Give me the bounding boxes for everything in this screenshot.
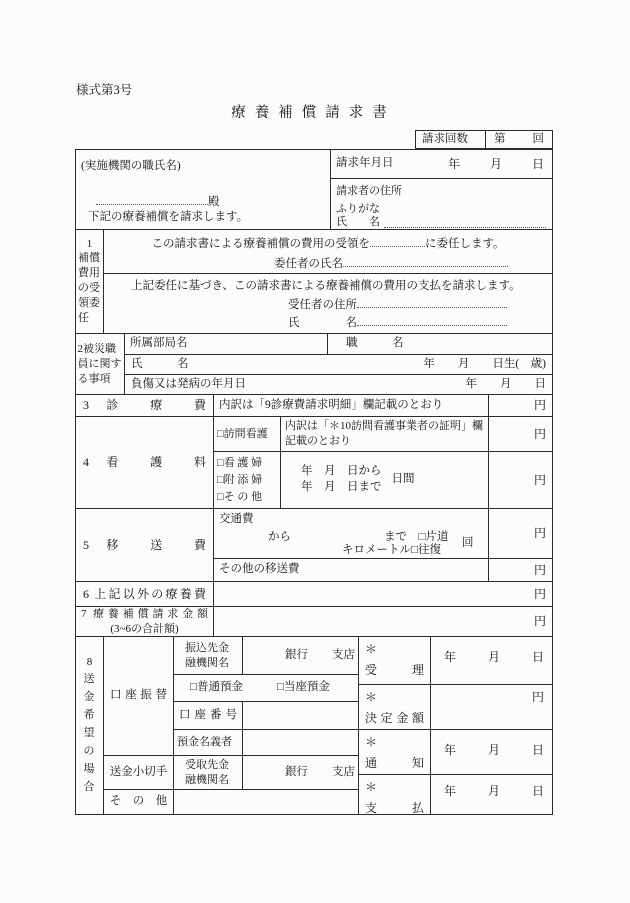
transfer-method-cell [104,637,174,756]
receiver-bank-label: 受取先金融機関名 [185,758,229,786]
office-received-label: 受 理 [365,663,424,678]
checkbox-other-care: □そ の 他 [217,490,263,503]
claim-count-suffix: 回 [532,132,544,145]
claim-date-cell [331,150,553,179]
day-label: 日 [531,650,544,664]
receiver-bank-branch-cell [243,756,359,790]
holder-value-cell [243,730,359,756]
sec5-label: 5 移 送 費 [83,537,206,552]
checkbox-ordinary-deposit: □普通預金 [190,681,243,694]
agency-label: (実施機関の職氏名) [81,160,181,172]
sec2-label-cell [76,334,125,395]
sec5-other-amount-cell: 円 [489,559,553,582]
sec1-trustee-addr-blank [357,296,507,308]
office-notified-label: 通 知 [365,756,424,771]
year-label: 年 [448,156,461,171]
month-label: 月 [487,743,500,757]
sec1-request-line: 上記委任に基づき、この請求書による療養補償の費用の支払を請求します。 [131,280,521,292]
claim-count-prefix: 第 [494,132,506,145]
sec4-care-amount-cell: 円 [489,452,553,509]
office-paid-ymd [444,783,544,799]
bank-name-label-cell [174,637,243,675]
transport-to-oneway-label: まで □片道 [384,531,449,543]
sec4-label: 4 看 護 料 [83,455,206,470]
sec6-amount-cell: 円 [214,582,553,607]
claimant-name-line [336,215,546,229]
sec1-delegator-line [274,255,552,273]
other-method-value-cell [174,790,359,815]
transport-fee-label: 交通費 [219,513,254,525]
office-received-cell [359,637,431,685]
injury-date-ymd: 年 月 日 [465,377,546,390]
sec7-amount-cell: 円 [214,607,553,637]
check-method-cell: 送金小切手 [104,756,174,790]
office-received-star: ＊ [365,642,378,656]
claimant-name-label: 氏 名 [336,216,380,228]
form-table [75,149,553,815]
sec6-label-cell [76,582,214,607]
injury-date-cell [125,375,553,395]
month-label: 月 [487,784,500,798]
sec1-delegator-blank [343,255,508,267]
office-decided-label: 決 定 金 額 [365,711,424,726]
claimant-address-label: 請求者の住所 [336,185,402,197]
sec1-trustee-addr-line [288,296,552,314]
account-transfer-label: 口 座 振 替 [110,689,167,702]
office-decided-amount-cell: 円 [431,685,553,730]
claimant-furigana-label: ふりがな [336,203,380,215]
request-sentence: 下記の療養補償を請求します。 [88,211,249,223]
sec5-other-cell: その他の移送費 [214,559,489,582]
office-notified-cell [359,730,431,775]
account-number-label: 口 座 番 号 [179,708,237,721]
addressee-dono: 殿 [208,196,220,208]
department-cell: 所属部局名 [125,334,328,355]
sec1-delegation-line [104,235,552,253]
form-number: 様式第3号 [76,83,133,97]
employee-birth-label: 年 月 日生( 歳) [423,357,546,370]
claim-count-box [415,130,553,150]
sec3-detail-cell: 内訳は「9診療費請求明細」欄記載のとおり [214,395,489,417]
sec8-label: 送金希望の場合 [83,672,95,793]
addressee-line [96,193,220,211]
office-paid-label: 支 払 [365,801,424,815]
office-received-ymd [444,649,544,665]
claim-count-value [486,131,553,149]
claimant-name-blank [384,216,546,228]
office-notified-ymd [444,742,544,758]
sec4-label-cell [76,417,214,509]
sec6-label: 6 上記以外の療養費 [83,586,206,601]
sec4-attendant-checkboxes [214,452,281,509]
injury-date-label: 負傷又は発病の年月日 [131,377,246,390]
checkbox-visit-nursing: □訪問看護 [214,417,281,452]
checkbox-checking-deposit: □当座預金 [276,681,330,694]
claim-date-ymd [448,156,544,172]
claimant-info-cell [331,179,553,230]
transport-times-label: 回 [462,537,474,549]
claim-count-label: 請求回数 [416,131,486,149]
sec1-delegatee-blank [370,235,425,247]
sec3-amount-cell: 円 [489,395,553,417]
sec7-label-cell [76,607,214,637]
sec1-trustee-name-line [288,314,552,332]
sec3-label: 3 診 療 費 [83,398,206,413]
checkbox-attendant: □附 添 婦 [217,473,263,486]
holder-label-cell: 預金名義者 [174,730,243,756]
sec2-label: 2被災職員に関する事項 [77,342,122,385]
branch-label: 支店 [332,648,355,661]
sec1-label-cell [76,230,104,334]
sec4-period-from: 年 月 日から [301,465,382,478]
year-label: 年 [444,650,457,664]
receiver-branch-label: 支店 [332,765,355,778]
office-notified-date-cell [431,730,553,775]
addressee-blank-line [96,193,208,205]
office-notified-star: ＊ [365,735,378,749]
office-paid-cell [359,775,431,815]
position-cell: 職 名 [328,334,553,355]
sec4-period-lines [301,464,382,495]
sec5-transport-cell [214,509,489,559]
sec1-number: 1 [86,237,93,250]
receiver-bank-label-cell [174,756,243,790]
office-decided-cell [359,685,431,730]
bank-branch-cell [243,637,359,675]
sec4-days-label: 日間 [391,473,415,486]
office-received-date-cell [431,637,553,685]
sec1-label: 補償費用の受領委任 [78,252,100,325]
month-label: 月 [489,156,502,171]
transport-from-label: から [268,531,291,543]
sec1-delegator-label: 委任者の氏名 [274,257,343,270]
sec7-label-line2: (3~6の合計額) [110,622,179,635]
bank-name-label: 振込先金融機関名 [185,641,229,669]
employee-name-cell [125,355,553,375]
month-label: 月 [487,650,500,664]
sec5-transport-amount-cell: 円 [489,509,553,559]
office-paid-date-cell [431,775,553,815]
sec4-period-to: 年 月 日まで [301,481,382,493]
day-label: 日 [531,784,544,798]
sec1-delegation-cell [104,230,553,274]
receiver-bank-name-label: 銀行 [285,765,308,778]
checkbox-nurse: □看 護 婦 [217,456,263,469]
other-method-cell: そ の 他 [104,790,174,815]
account-number-value-cell [243,702,359,730]
office-decided-star: ＊ [365,690,378,704]
sec8-number: 8 [86,656,93,669]
sec1-trustee-name-blank [357,314,507,326]
sec4-visit-amount-cell: 円 [489,417,553,452]
day-label: 日 [531,156,544,171]
sec1-request-cell [104,274,553,334]
year-label: 年 [444,743,457,757]
year-label: 年 [444,784,457,798]
sec4-period-cell [281,452,489,509]
form-title: 療養補償請求書 [231,105,396,121]
bank-label: 銀行 [285,648,308,661]
sec5-label-cell [76,509,214,582]
office-paid-star: ＊ [365,780,378,794]
day-label: 日 [531,743,544,757]
sec8-label-cell [76,637,104,815]
deposit-type-cell [174,675,359,702]
sec7-label-line1: 7 療養補償請求金額 [81,608,208,621]
sec1-trustee-addr-label: 受任者の住所 [288,298,357,311]
employee-name-label: 氏 名 [131,357,189,370]
sec1-trustee-name-label: 氏 名 [288,317,357,330]
agency-cell [76,150,331,230]
claim-date-label: 請求年月日 [336,157,394,170]
sec4-visit-detail-cell: 内訳は「＊10訪問看護事業者の証明」欄記載のとおり [281,417,489,452]
account-number-label-cell [174,702,243,730]
sec1-delegation-pre: この請求書による療養補償の費用の受領を [151,238,370,250]
sec3-label-cell [76,395,214,417]
sec1-delegation-post: に委任します。 [424,238,505,250]
transport-km-roundtrip-label: キロメートル□往復 [342,544,441,556]
